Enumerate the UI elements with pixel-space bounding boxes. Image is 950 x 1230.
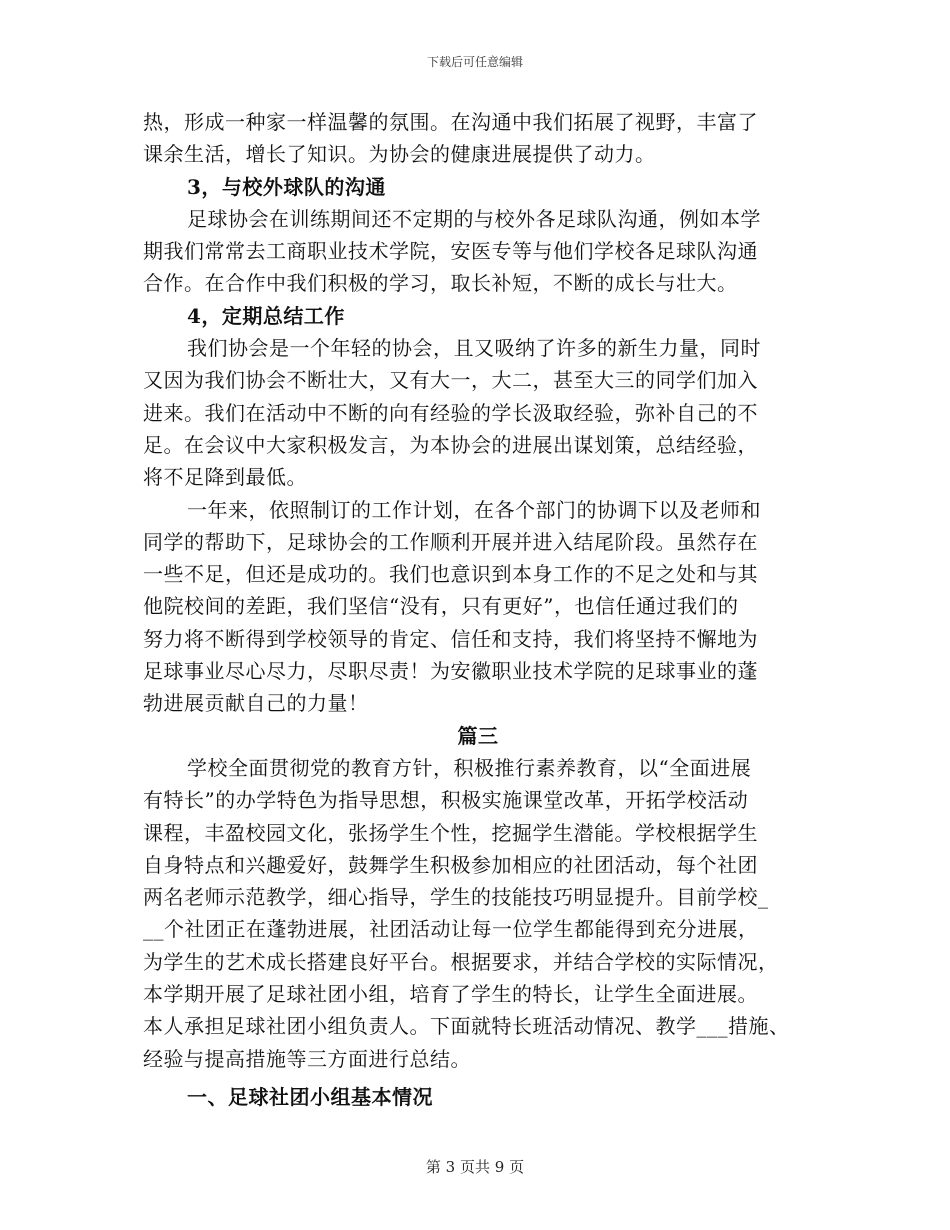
body-line: 本人承担足球社团小组负责人。下面就特长班活动情况、教学___措施、 <box>143 1014 790 1039</box>
body-line: 合作。在合作中我们积极的学习，取长补短，不断的成长与壮大。 <box>143 271 738 296</box>
body-line: 同学的帮助下，足球协会的工作顺利开展并进入结尾阶段。虽然存在 <box>143 529 758 554</box>
body-line: 课余生活，增长了知识。为协会的健康进展提供了动力。 <box>143 142 656 167</box>
body-line: 课程，丰盈校园文化，张扬学生个性，挖掘学生潜能。学校根据学生 <box>143 820 758 845</box>
body-line: 又因为我们协会不断壮大，又有大一，大二，甚至大三的同学们加入 <box>143 368 758 393</box>
body-line: 经验与提高措施等三方面进行总结。 <box>143 1046 471 1071</box>
body-line: __个社团正在蓬勃进展，社团活动让每一位学生都能得到充分进展， <box>143 917 759 942</box>
body-line: 进来。我们在活动中不断的向有经验的学长汲取经验，弥补自己的不 <box>143 400 758 425</box>
body-line: 足球协会在训练期间还不定期的与校外各足球队沟通，例如本学 <box>187 206 761 231</box>
body-line: 一年来，依照制订的工作计划，在各个部门的协调下以及老师和 <box>187 497 761 522</box>
body-line: 有特长”的办学特色为指导思想，积极实施课堂改革，开拓学校活动 <box>143 788 749 813</box>
body-line: 足。在会议中大家积极发言，为本协会的进展出谋划策，总结经验， <box>143 432 758 457</box>
document-body <box>143 106 813 1113</box>
section-heading: 3，与校外球队的沟通 <box>187 174 386 199</box>
page-header: 下载后可任意编辑 <box>426 55 523 69</box>
page-footer: 第 3 页共 9 页 <box>425 1158 525 1176</box>
body-line: 勃进展贡献自己的力量！ <box>143 691 369 716</box>
body-line: 他院校间的差距，我们坚信“没有，只有更好”，也信任通过我们的 <box>143 594 739 619</box>
body-line: 为学生的艺术成长搭建良好平台。根据要求，并结合学校的实际情况， <box>143 949 779 974</box>
body-line: 两名老师示范教学，细心指导，学生的技能技巧明显提升。目前学校_ <box>143 885 769 910</box>
body-line: 本学期开展了足球社团小组，培育了学生的特长，让学生全面进展。 <box>143 982 758 1007</box>
body-line: 热，形成一种家一样温馨的氛围。在沟通中我们拓展了视野，丰富了 <box>143 110 758 134</box>
body-line: 期我们常常去工商职业技术学院，安医专等与他们学校各足球队沟通 <box>143 239 758 264</box>
body-line: 学校全面贯彻党的教育方针，积极推行素养教育，以“全面进展 <box>187 755 752 780</box>
body-line: 自身特点和兴趣爱好，鼓舞学生积极参加相应的社团活动，每个社团 <box>143 852 758 877</box>
section-heading: 4，定期总结工作 <box>187 303 345 328</box>
section-heading: 一、足球社团小组基本情况 <box>187 1084 433 1109</box>
body-line: 将不足降到最低。 <box>143 465 307 490</box>
part-title: 篇三 <box>457 723 499 748</box>
body-line: 努力将不断得到学校领导的肯定、信任和支持，我们将坚持不懈地为 <box>143 626 758 651</box>
body-line: 足球事业尽心尽力，尽职尽责！为安徽职业技术学院的足球事业的蓬 <box>143 659 758 684</box>
body-line: 我们协会是一个年轻的协会，且又吸纳了许多的新生力量，同时 <box>187 336 761 361</box>
body-line: 一些不足，但还是成功的。我们也意识到本身工作的不足之处和与其 <box>143 562 758 587</box>
